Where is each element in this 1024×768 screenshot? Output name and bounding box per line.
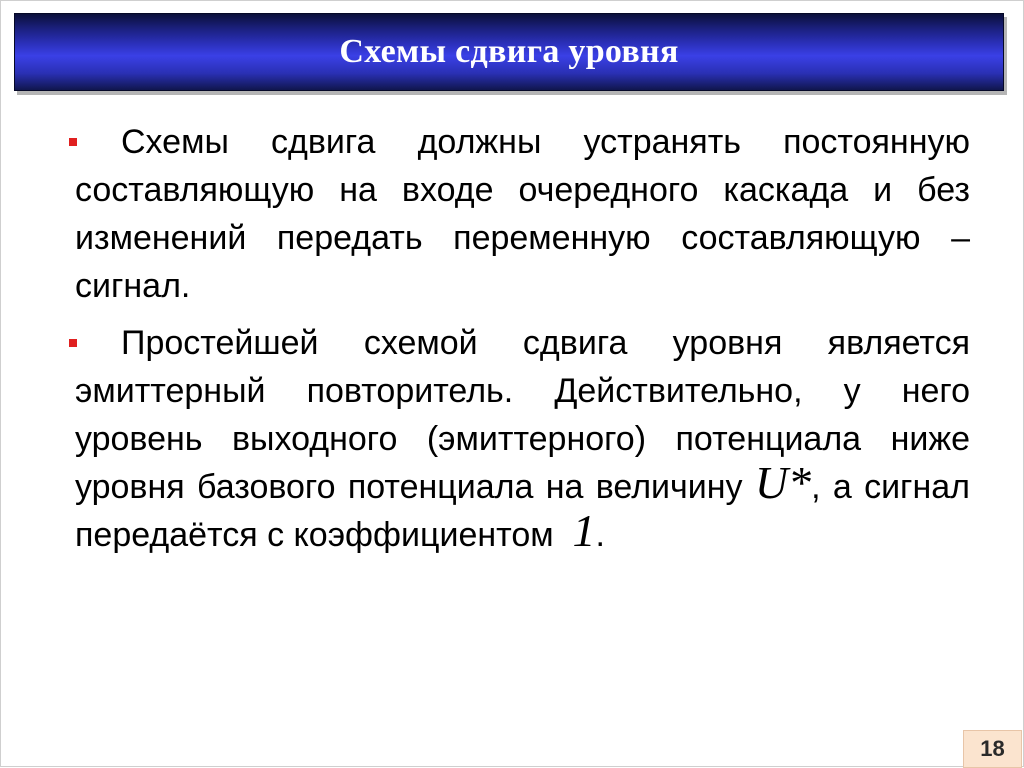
math-coefficient-one: 1 (572, 505, 596, 556)
slide-content (75, 118, 970, 568)
bullet-paragraph-2 (75, 319, 970, 559)
bullet-text-1: Схемы сдвига должны устранять постоянную составляющую на входе очередного каскада и без изменений передать переменную составляющую – сигнал. (75, 123, 970, 305)
bullet-text-2-middle: , а сигнал передаётся с коэффициентом (75, 468, 970, 554)
page-number-badge (963, 730, 1022, 768)
slide-title: Схемы сдвига уровня (339, 33, 679, 70)
red-square-bullet-icon (69, 339, 77, 347)
bullet-text-2-before: Простейшей схемой сдвига уровня является эмиттерный повторитель. Действительно, у него уровень выходного (эмиттерного) потенциала ниже уровня базового потенциала на величину (75, 324, 970, 506)
bullet-text-2-after: . (595, 516, 605, 554)
math-variable-u-star: U* (754, 457, 812, 508)
title-bar (14, 13, 1004, 91)
bullet-paragraph-1 (75, 118, 970, 310)
page-number: 18 (980, 736, 1005, 761)
red-square-bullet-icon (69, 138, 77, 146)
